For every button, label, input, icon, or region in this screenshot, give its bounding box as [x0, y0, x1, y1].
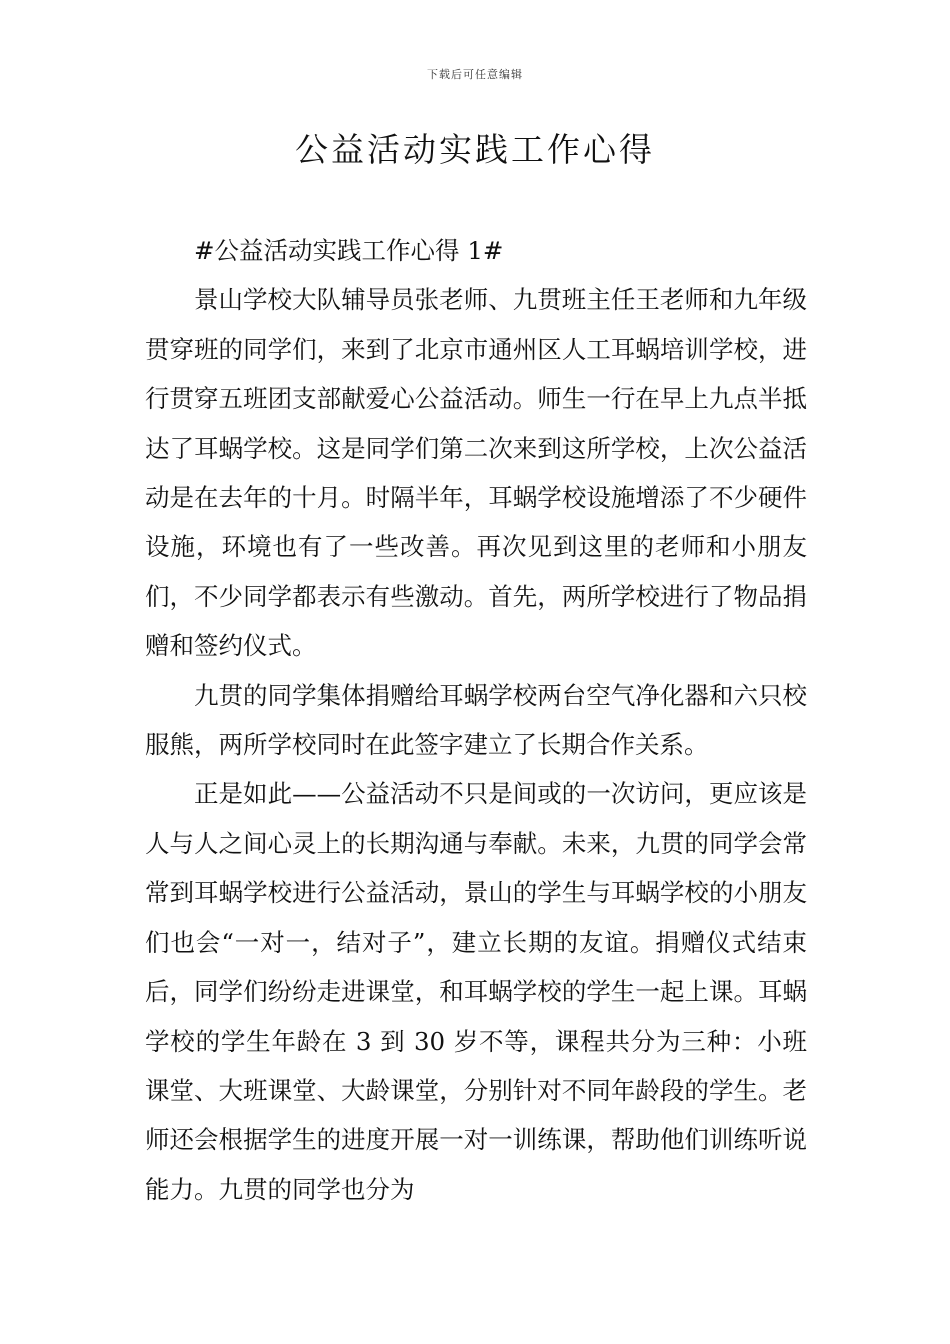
section-heading: #公益活动实践工作心得 1# [194, 236, 504, 265]
document-title: 公益活动实践工作心得 [295, 130, 655, 169]
header-note: 下载后可任意编辑 [427, 68, 523, 81]
paragraph-2: 九贯的同学集体捐赠给耳蜗学校两台空气净化器和六只校服熊，两所学校同时在此签字建立了长期合作关系。 [145, 680, 807, 760]
paragraph-3: 正是如此——公益活动不只是间或的一次访问，更应该是人与人之间心灵上的长期沟通与奉献。未来，九贯的同学会常常到耳蜗学校进行公益活动，景山的学生与耳蜗学校的小朋友们也会“一对一，结对子”，建立长期的友谊。捐赠仪式结束后，同学们纷纷走进课堂，和耳蜗学校的学生一起上课。耳蜗学校的学生年龄在 3 到 30 岁不等，课程共分为三种：小班课堂、大班课堂、大龄课堂，分别针对不同年龄段的学生。老师还会根据学生的进度开展一对一训练课，帮助他们训练听说能力。九贯的同学也分为 [145, 779, 807, 1204]
paragraph-1: 景山学校大队辅导员张老师、九贯班主任王老师和九年级贯穿班的同学们，来到了北京市通州区人工耳蜗培训学校，进行贯穿五班团支部献爱心公益活动。师生一行在早上九点半抵达了耳蜗学校。这是同学们第二次来到这所学校，上次公益活动是在去年的十月。时隔半年，耳蜗学校设施增添了不少硬件设施，环境也有了一些改善。再次见到这里的老师和小朋友们，不少同学都表示有些激动。首先，两所学校进行了物品捐赠和签约仪式。 [145, 285, 807, 661]
document-body [145, 226, 807, 1214]
